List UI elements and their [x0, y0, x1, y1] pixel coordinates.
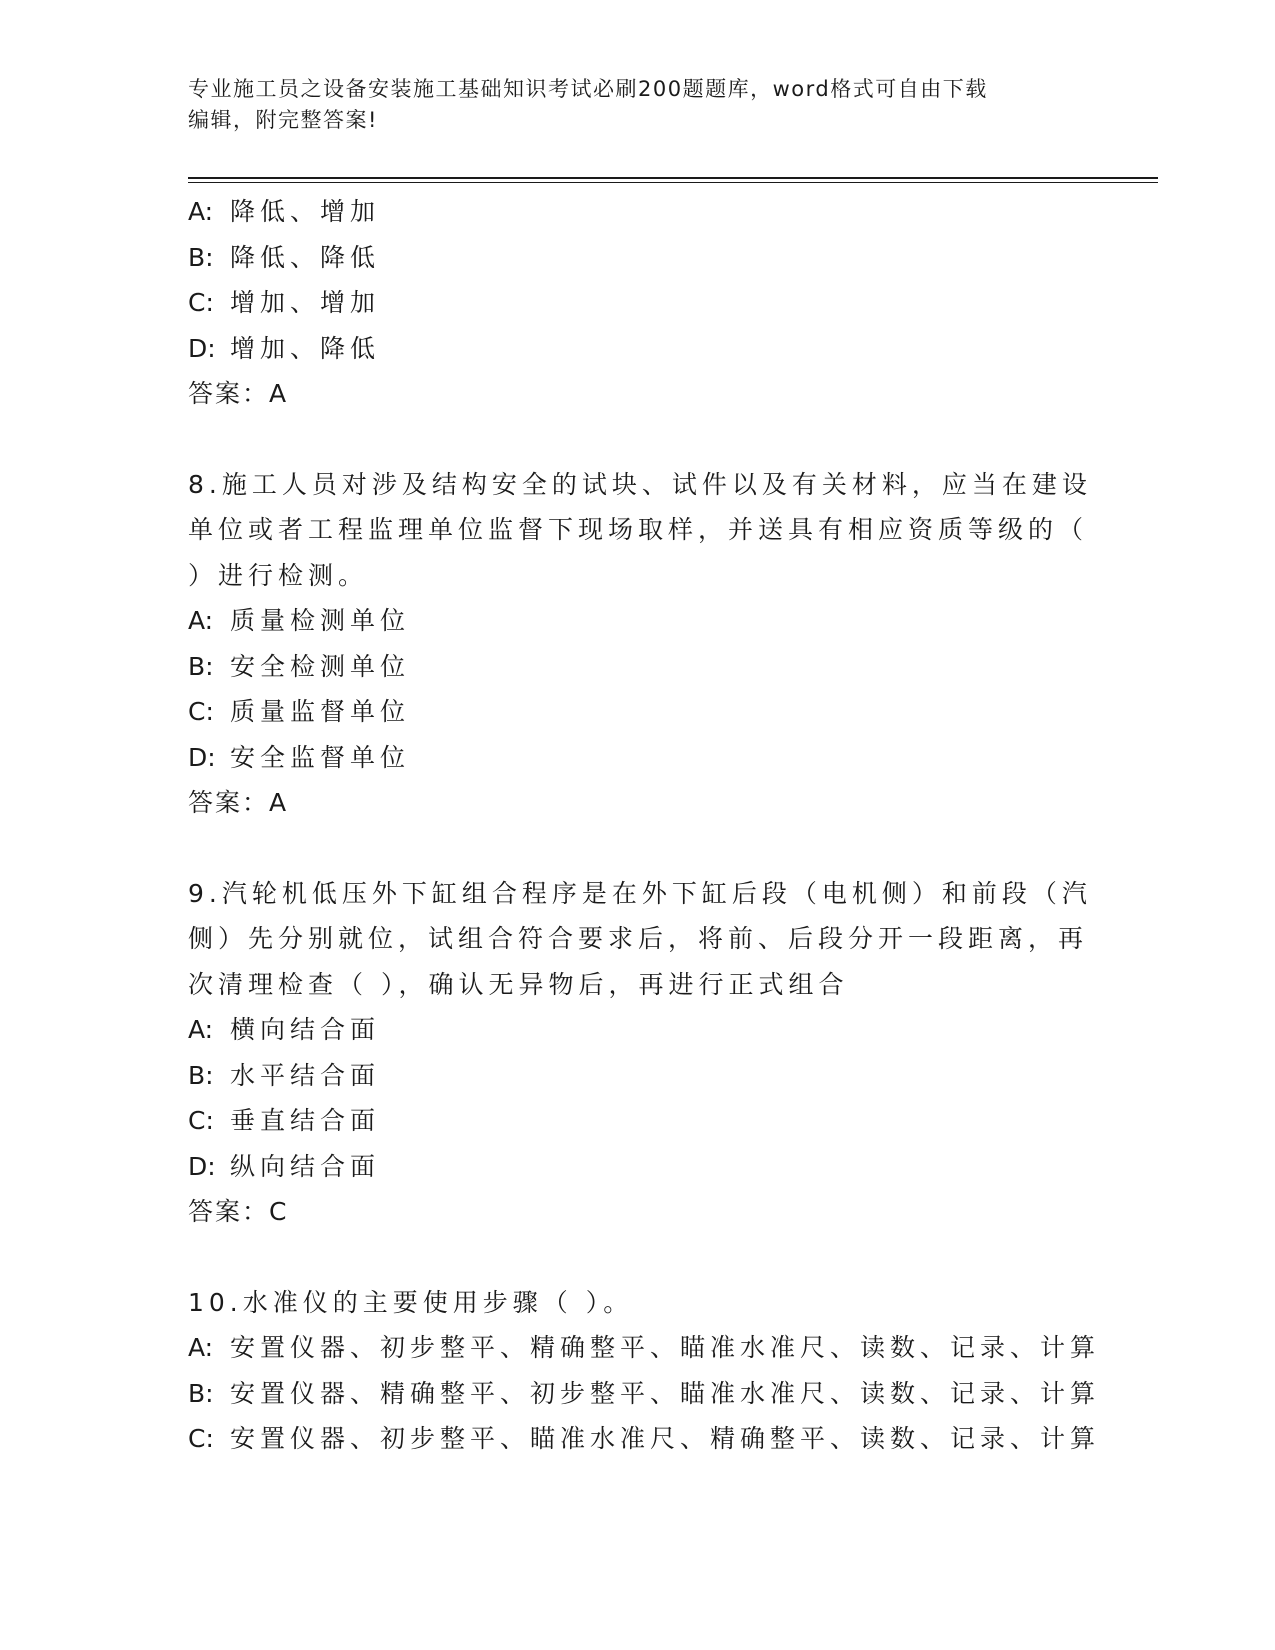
option-letter: C:	[188, 1106, 214, 1135]
option-letter: B:	[188, 242, 214, 272]
option-text: 增加、降低	[230, 333, 381, 363]
answer: 答案：A	[188, 788, 289, 817]
spacer	[188, 826, 1088, 871]
option-letter: D:	[188, 742, 216, 772]
option-b	[188, 1053, 1088, 1099]
option-text: 水平结合面	[230, 1060, 381, 1090]
question-stem-line: 8.施工人员对涉及结构安全的试块、试件以及有关材料，应当在建设	[188, 469, 1092, 499]
option-text: 安全检测单位	[230, 651, 411, 681]
option-d	[188, 1144, 1088, 1190]
option-b	[188, 1371, 1101, 1417]
option-letter: B:	[188, 651, 214, 681]
question-stem-line: 单位或者工程监理单位监督下现场取样，并送具有相应资质等级的（	[188, 515, 1089, 544]
question-10	[188, 1280, 1101, 1462]
option-b	[188, 644, 1088, 690]
option-c	[188, 1098, 1088, 1144]
option-a	[188, 1325, 1101, 1371]
header-line-1: 专业施工员之设备安装施工基础知识考试必刷200题题库，word格式可自由下载	[188, 77, 988, 101]
option-text: 安置仪器、初步整平、精确整平、瞄准水准尺、读数、记录、计算	[230, 1333, 1101, 1362]
option-text: 纵向结合面	[230, 1151, 381, 1181]
spacer	[188, 1235, 1088, 1280]
option-d	[188, 326, 1088, 372]
document-header	[188, 74, 1088, 136]
option-letter: C:	[188, 697, 214, 726]
option-text: 降低、增加	[230, 197, 381, 226]
option-letter: A:	[188, 606, 214, 635]
option-c	[188, 280, 1088, 326]
option-text: 降低、降低	[230, 242, 381, 272]
question-stem-line: ）进行检测。	[188, 560, 369, 590]
option-c	[188, 1416, 1101, 1462]
header-divider-thin	[188, 182, 1158, 183]
option-a	[188, 1007, 1088, 1053]
header-divider-thick	[188, 177, 1158, 179]
question-stem-line: 次清理检查（ ），确认无异物后，再进行正式组合	[188, 969, 849, 999]
option-a	[188, 189, 1088, 235]
option-text: 安置仪器、初步整平、瞄准水准尺、精确整平、读数、记录、计算	[230, 1424, 1101, 1453]
option-text: 横向结合面	[230, 1015, 381, 1044]
option-letter: D:	[188, 333, 216, 363]
option-d	[188, 735, 1088, 781]
option-text: 质量检测单位	[230, 606, 411, 635]
answer: 答案：A	[188, 379, 289, 408]
option-letter: B:	[188, 1060, 214, 1090]
question-list	[188, 189, 1101, 1462]
answer: 答案：C	[188, 1197, 289, 1226]
option-b	[188, 235, 1088, 281]
option-letter: A:	[188, 1015, 214, 1044]
option-text: 质量监督单位	[230, 697, 411, 726]
option-letter: D:	[188, 1151, 216, 1181]
option-a	[188, 598, 1088, 644]
option-text: 安全监督单位	[230, 742, 411, 772]
question-stem-line: 9.汽轮机低压外下缸组合程序是在外下缸后段（电机侧）和前段（汽	[188, 878, 1092, 908]
question-stem-line: 10.水准仪的主要使用步骤（ ）。	[188, 1287, 634, 1317]
option-letter: C:	[188, 1424, 214, 1453]
question-9	[188, 871, 1092, 1235]
option-letter: C:	[188, 288, 214, 317]
option-text: 垂直结合面	[230, 1106, 381, 1135]
option-c	[188, 689, 1088, 735]
option-text: 安置仪器、精确整平、初步整平、瞄准水准尺、读数、记录、计算	[230, 1378, 1101, 1408]
spacer	[188, 417, 1088, 462]
option-text: 增加、增加	[230, 288, 381, 317]
option-letter: A:	[188, 197, 214, 226]
header-line-2: 编辑，附完整答案!	[188, 108, 378, 132]
option-letter: B:	[188, 1378, 214, 1408]
option-letter: A:	[188, 1333, 214, 1362]
question-8	[188, 462, 1092, 826]
question-7	[188, 189, 1088, 417]
question-stem-line: 侧）先分别就位，试组合符合要求后，将前、后段分开一段距离，再	[188, 924, 1089, 953]
